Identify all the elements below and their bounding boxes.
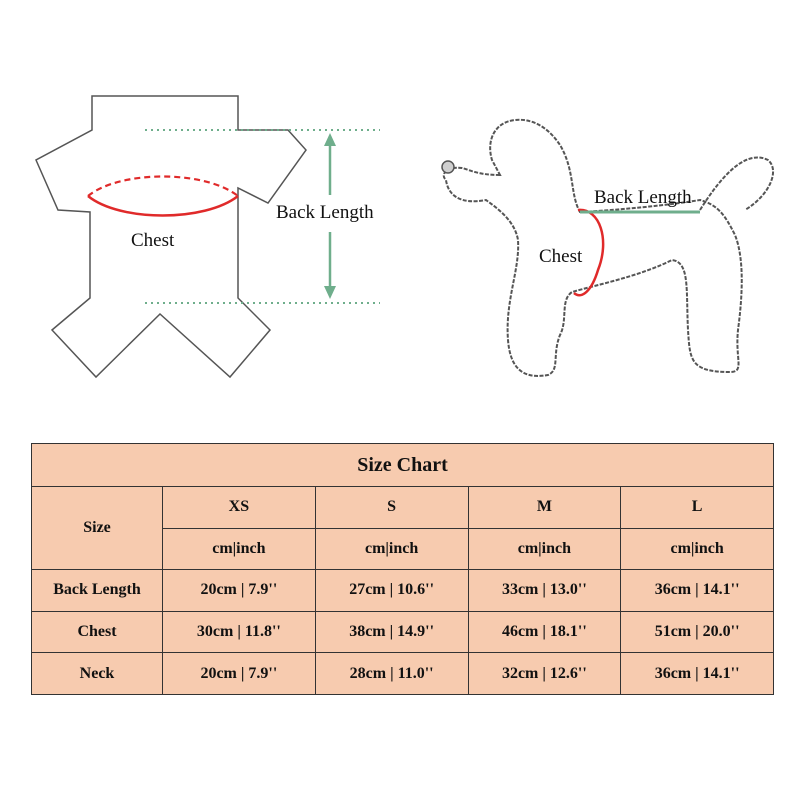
dog-diagram bbox=[442, 120, 773, 376]
unit-cell: cm|inch bbox=[315, 528, 468, 570]
table-cell: 27cm | 10.6'' bbox=[315, 570, 468, 612]
size-label: Size bbox=[32, 487, 163, 570]
garment-diagram bbox=[36, 96, 380, 377]
size-s-header: S bbox=[315, 487, 468, 529]
table-cell: 30cm | 11.8'' bbox=[163, 611, 316, 653]
row-label: Chest bbox=[32, 611, 163, 653]
table-cell: 38cm | 14.9'' bbox=[315, 611, 468, 653]
row-label: Back Length bbox=[32, 570, 163, 612]
back-length-row bbox=[32, 570, 774, 612]
size-m-header: M bbox=[468, 487, 621, 529]
table-cell: 32cm | 12.6'' bbox=[468, 653, 621, 695]
dog-outline bbox=[444, 120, 742, 376]
size-chart-title-row bbox=[32, 444, 774, 487]
table-cell: 33cm | 13.0'' bbox=[468, 570, 621, 612]
size-header-row bbox=[32, 487, 774, 529]
table-cell: 36cm | 14.1'' bbox=[621, 653, 774, 695]
size-l-header: L bbox=[621, 487, 774, 529]
table-cell: 51cm | 20.0'' bbox=[621, 611, 774, 653]
table-cell: 46cm | 18.1'' bbox=[468, 611, 621, 653]
unit-cell: cm|inch bbox=[621, 528, 774, 570]
garment-back-length-label: Back Length bbox=[276, 202, 374, 223]
table-cell: 20cm | 7.9'' bbox=[163, 570, 316, 612]
unit-cell: cm|inch bbox=[163, 528, 316, 570]
size-chart-table bbox=[31, 443, 774, 695]
dog-nose bbox=[442, 161, 454, 173]
size-xs-header: XS bbox=[163, 487, 316, 529]
dog-tail bbox=[700, 157, 773, 210]
garment-back-arrow-head-down bbox=[324, 286, 336, 299]
table-cell: 20cm | 7.9'' bbox=[163, 653, 316, 695]
unit-cell: cm|inch bbox=[468, 528, 621, 570]
row-label: Neck bbox=[32, 653, 163, 695]
garment-back-arrow-head-up bbox=[324, 133, 336, 146]
size-chart-title: Size Chart bbox=[32, 444, 774, 487]
table-cell: 28cm | 11.0'' bbox=[315, 653, 468, 695]
dog-chest-label: Chest bbox=[539, 246, 583, 267]
garment-chest-label: Chest bbox=[131, 230, 175, 251]
dog-back-length-label: Back Length bbox=[594, 187, 692, 208]
neck-row bbox=[32, 653, 774, 695]
table-cell: 36cm | 14.1'' bbox=[621, 570, 774, 612]
chest-row bbox=[32, 611, 774, 653]
